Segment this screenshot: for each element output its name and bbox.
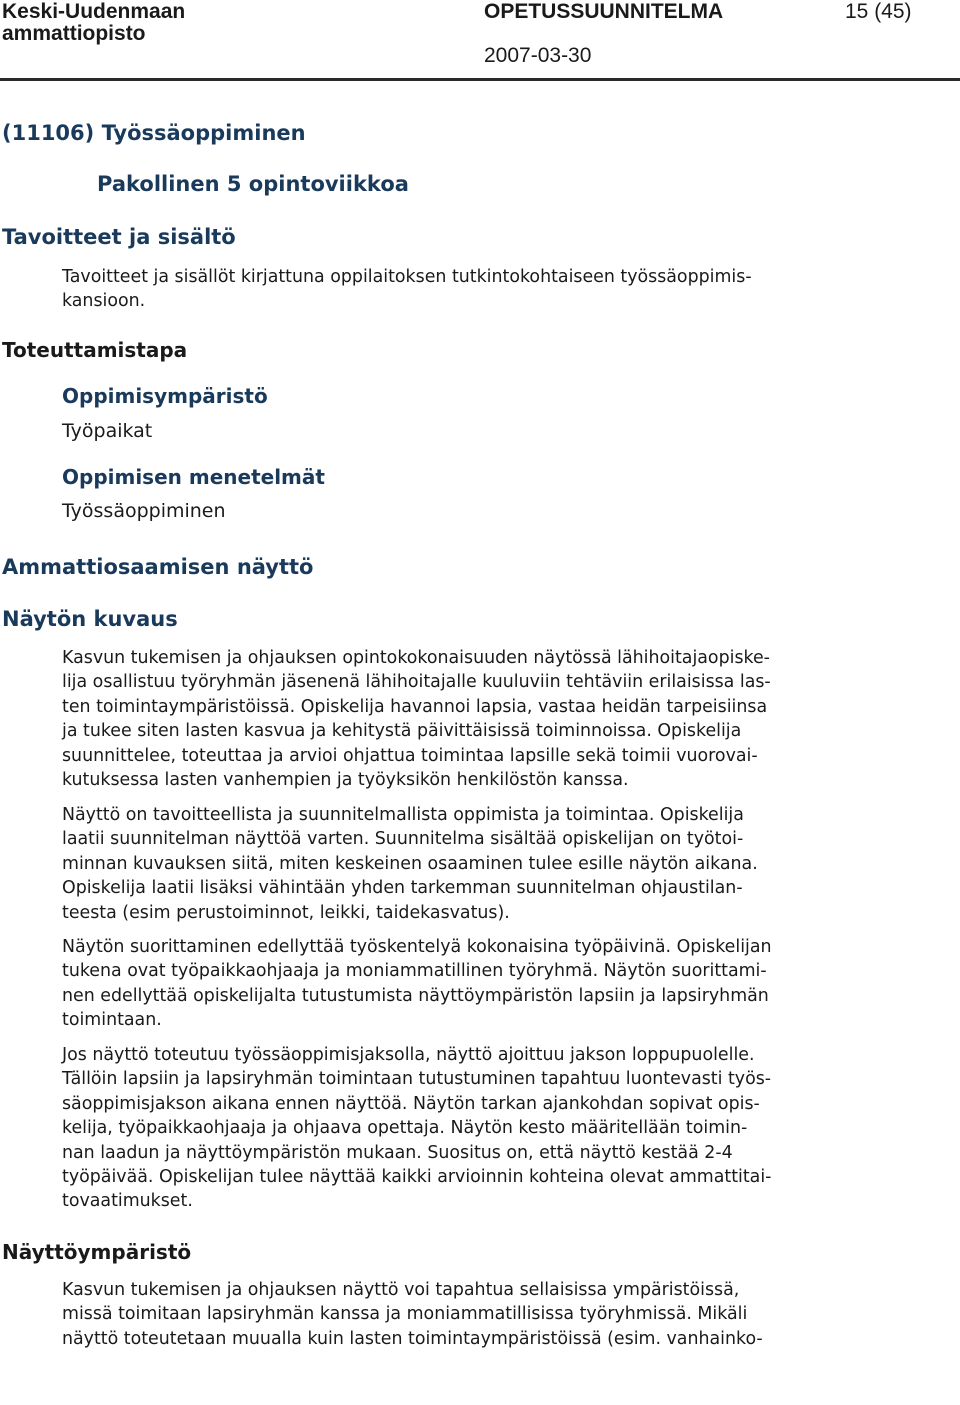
learning-environment-heading: Oppimisympäristö	[62, 384, 268, 408]
description-paragraph-3	[62, 935, 912, 1033]
description-paragraph-2	[62, 803, 912, 925]
page-number: 15 (45)	[845, 0, 912, 23]
demonstration-heading: Ammattiosaamisen näyttö	[2, 555, 314, 579]
paragraph-line: Kasvun tukemisen ja ohjauksen opintokokonaisuuden näytössä lähihoitajaopiske-	[62, 648, 770, 668]
paragraph-line: toimintaan.	[62, 1010, 162, 1031]
demonstration-description-heading: Näytön kuvaus	[2, 607, 178, 631]
paragraph-line: teesta (esim perustoiminnot, leikki, taidekasvatus).	[62, 902, 510, 923]
paragraph-line: työpäivää. Opiskelijan tulee näyttää kaikki arvioinnin kohteina olevat ammattitai-	[62, 1167, 772, 1188]
goals-line: kansioon.	[62, 291, 146, 312]
paragraph-line: kutuksessa lasten vanhempien ja työyksikön henkilöstön kanssa.	[62, 770, 629, 791]
paragraph-line: säoppimisjakson aikana ennen näyttöä. Näytön tarkan ajankohdan sopivat opis-	[62, 1093, 760, 1114]
paragraph-line: lija osallistuu työryhmän jäsenenä lähihoitajalle kuuluviin tehtäviin erilaisissa las-	[62, 672, 771, 693]
org-name-line1: Keski-Uudenmaan	[2, 0, 186, 23]
description-paragraph-4	[62, 1043, 912, 1214]
learning-environment-value: Työpaikat	[62, 420, 153, 442]
learning-methods-heading: Oppimisen menetelmät	[62, 465, 325, 489]
paragraph-line: Kasvun tukemisen ja ohjauksen näyttö voi tapahtua sellaisissa ympäristöissä,	[62, 1280, 740, 1300]
paragraph-line: Näyttö on tavoitteellista ja suunnitelmallista oppimista ja toimintaa. Opiskelija	[62, 805, 744, 825]
paragraph-line: Opiskelija laatii lisäksi vähintään yhden tarkemman suunnitelman ohjaustilan-	[62, 878, 743, 899]
org-name-line2: ammattiopisto	[2, 22, 146, 45]
paragraph-line: ja tukee siten lasten kasvua ja kehitystä päivittäisissä toiminnoissa. Opiskelija	[62, 721, 742, 742]
module-title: (11106) Työssäoppiminen	[2, 121, 306, 145]
paragraph-line: missä toimitaan lapsiryhmän kanssa ja moniammatillisissa työryhmissä. Mikäli	[62, 1304, 748, 1325]
paragraph-line: tovaatimukset.	[62, 1191, 193, 1212]
paragraph-line: nan laadun ja näyttöympäristön mukaan. Suositus on, että näyttö kestää 2-4	[62, 1142, 733, 1163]
environment-paragraph	[62, 1278, 912, 1351]
header-divider	[0, 78, 960, 81]
paragraph-line: laatii suunnitelman näyttöä varten. Suunnitelma sisältää opiskelijan on työtoi-	[62, 829, 744, 850]
demonstration-environment-heading: Näyttöympäristö	[2, 1240, 192, 1264]
paragraph-line: nen edellyttää opiskelijalta tutustumista näyttöympäristön lapsiin ja lapsiryhmän	[62, 985, 769, 1006]
paragraph-line: suunnittelee, toteuttaa ja arvioi ohjattua toimintaa lapsille sekä toimii vuorovai-	[62, 745, 758, 766]
paragraph-line: Tällöin lapsiin ja lapsiryhmän toimintaan tutustuminen tapahtuu luontevasti työs-	[62, 1069, 772, 1090]
paragraph-line: Näytön suorittaminen edellyttää työskentelyä kokonaisina työpäivinä. Opiskelijan	[62, 937, 772, 957]
paragraph-line: kelija, työpaikkaohjaaja ja ohjaava opettaja. Näytön kesto määritellään toimin-	[62, 1118, 748, 1139]
paragraph-line: tukena ovat työpaikkaohjaaja ja moniammatillinen työryhmä. Näytön suorittami-	[62, 961, 767, 982]
goals-line: Tavoitteet ja sisällöt kirjattuna oppilaitoksen tutkintokohtaiseen työssäoppimis-	[62, 267, 752, 287]
paragraph-line: näyttö toteutetaan muualla kuin lasten toimintaympäristöissä (esim. vanhainko-	[62, 1328, 763, 1349]
paragraph-line: minnan kuvauksen siitä, miten keskeinen osaaminen tulee esille näytön aikana.	[62, 853, 758, 874]
implementation-heading: Toteuttamistapa	[2, 338, 188, 362]
module-scope: Pakollinen 5 opintoviikkoa	[97, 172, 409, 196]
goals-heading: Tavoitteet ja sisältö	[2, 225, 236, 249]
paragraph-line: ten toimintaympäristöissä. Opiskelija havannoi lapsia, vastaa heidän tarpeisiinsa	[62, 696, 768, 717]
learning-methods-value: Työssäoppiminen	[62, 500, 226, 522]
document-title: OPETUSSUUNNITELMA	[484, 0, 724, 23]
document-date: 2007-03-30	[484, 44, 592, 67]
paragraph-line: Jos näyttö toteutuu työssäoppimisjaksolla, näyttö ajoittuu jakson loppupuolelle.	[62, 1045, 755, 1065]
goals-text	[62, 265, 912, 314]
description-paragraph-1	[62, 646, 912, 792]
